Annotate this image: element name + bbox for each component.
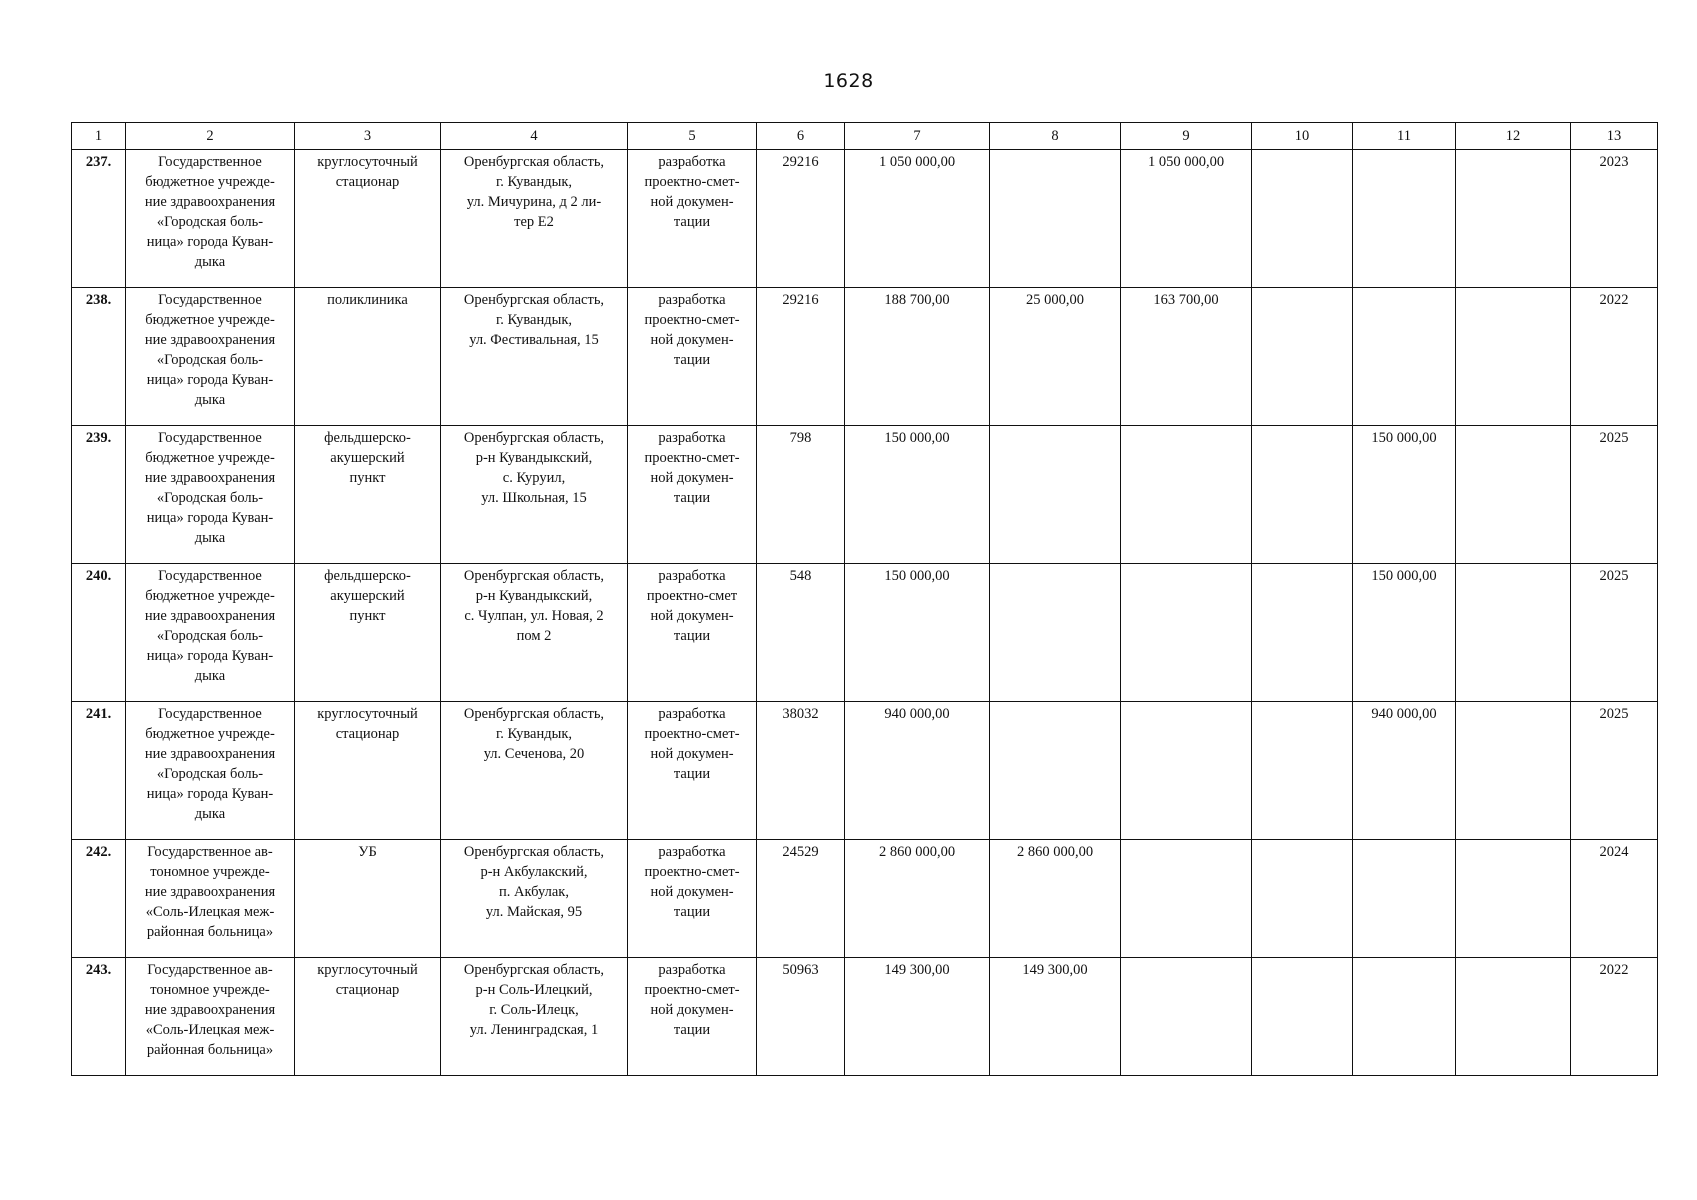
amount-2024-cell xyxy=(1252,564,1353,702)
amount-2023-cell xyxy=(1121,702,1252,840)
work-type-cell-line: проектно-смет- xyxy=(644,982,740,998)
column-header: 6 xyxy=(757,123,845,150)
institution-cell-line: Государственное xyxy=(158,430,262,446)
page-number: 1628 xyxy=(823,70,874,92)
facility-type-cell-line: пункт xyxy=(349,470,386,486)
work-type-cell-line: проектно-смет- xyxy=(644,726,740,742)
amount-2024-cell xyxy=(1252,840,1353,958)
address-cell-line: г. Кувандык, xyxy=(495,174,573,190)
address-cell-line: ул. Мичурина, д 2 ли- xyxy=(466,194,602,210)
work-type-cell-line: разработка xyxy=(658,568,726,584)
address-cell-line: Оренбургская область, xyxy=(463,844,605,860)
table-row xyxy=(72,150,1658,288)
amount-col12-cell xyxy=(1456,564,1571,702)
area-cell: 798 xyxy=(757,426,845,564)
area-cell: 548 xyxy=(757,564,845,702)
amount-col12-cell xyxy=(1456,702,1571,840)
facility-type-cell xyxy=(295,150,441,288)
address-cell-line: Оренбургская область, xyxy=(463,154,605,170)
address-cell-line: г. Кувандык, xyxy=(495,312,573,328)
address-cell-line: Оренбургская область, xyxy=(463,292,605,308)
column-header: 4 xyxy=(441,123,628,150)
area-cell: 29216 xyxy=(757,288,845,426)
amount-2025-cell xyxy=(1353,958,1456,1076)
total-amount-cell: 149 300,00 xyxy=(845,958,990,1076)
year-cell: 2025 xyxy=(1571,702,1658,840)
amount-2025-cell: 940 000,00 xyxy=(1353,702,1456,840)
facility-type-cell-line: пункт xyxy=(349,608,386,624)
institution-cell-line: Государственное xyxy=(158,568,262,584)
address-cell-line: Оренбургская область, xyxy=(463,962,605,978)
work-type-cell xyxy=(628,840,757,958)
total-amount-cell: 1 050 000,00 xyxy=(845,150,990,288)
address-cell xyxy=(441,426,628,564)
institution-cell-line: Государственное ав- xyxy=(147,962,273,978)
year-cell: 2024 xyxy=(1571,840,1658,958)
facility-type-cell-line: круглосуточный xyxy=(317,154,418,170)
institution-cell-line: дыка xyxy=(194,668,226,684)
institution-cell-line: ница» города Куван- xyxy=(146,648,274,664)
institution-cell-line: ние здравоохранения xyxy=(144,332,276,348)
total-amount-cell: 150 000,00 xyxy=(845,426,990,564)
work-type-cell-line: ной докумен- xyxy=(650,332,734,348)
register-table xyxy=(71,122,1658,1076)
amount-col12-cell xyxy=(1456,840,1571,958)
institution-cell-line: ние здравоохранения xyxy=(144,608,276,624)
institution-cell xyxy=(126,702,295,840)
institution-cell-line: ние здравоохранения xyxy=(144,1002,276,1018)
work-type-cell-line: проектно-смет xyxy=(646,588,738,604)
institution-cell-line: Государственное xyxy=(158,292,262,308)
institution-cell-line: ние здравоохранения xyxy=(144,746,276,762)
facility-type-cell xyxy=(295,288,441,426)
amount-2023-cell xyxy=(1121,840,1252,958)
amount-2022-cell xyxy=(990,150,1121,288)
institution-cell-line: тономное учрежде- xyxy=(150,982,270,998)
address-cell xyxy=(441,840,628,958)
address-cell xyxy=(441,564,628,702)
column-header: 13 xyxy=(1571,123,1658,150)
facility-type-cell-line: поликлиника xyxy=(327,292,408,308)
institution-cell-line: районная больница» xyxy=(146,1042,274,1058)
institution-cell-line: районная больница» xyxy=(146,924,274,940)
institution-cell-line: бюджетное учрежде- xyxy=(145,726,275,742)
table-row xyxy=(72,958,1658,1076)
total-amount-cell: 940 000,00 xyxy=(845,702,990,840)
work-type-cell xyxy=(628,702,757,840)
work-type-cell xyxy=(628,958,757,1076)
work-type-cell-line: разработка xyxy=(658,962,726,978)
amount-2022-cell xyxy=(990,702,1121,840)
facility-type-cell xyxy=(295,426,441,564)
year-cell: 2022 xyxy=(1571,958,1658,1076)
institution-cell-line: бюджетное учрежде- xyxy=(145,450,275,466)
work-type-cell-line: разработка xyxy=(658,430,726,446)
institution-cell-line: дыка xyxy=(194,806,226,822)
address-cell-line: Оренбургская область, xyxy=(463,568,605,584)
institution-cell-line: ница» города Куван- xyxy=(146,234,274,250)
address-cell xyxy=(441,150,628,288)
facility-type-cell-line: фельдшерско- xyxy=(324,568,411,584)
work-type-cell-line: разработка xyxy=(658,292,726,308)
total-amount-cell: 150 000,00 xyxy=(845,564,990,702)
address-cell-line: тер Е2 xyxy=(514,214,554,230)
work-type-cell-line: разработка xyxy=(658,154,726,170)
institution-cell-line: бюджетное учрежде- xyxy=(145,174,275,190)
institution-cell xyxy=(126,426,295,564)
institution-cell-line: «Соль-Илецкая меж- xyxy=(145,1022,275,1038)
institution-cell-line: Государственное xyxy=(158,154,262,170)
work-type-cell-line: проектно-смет- xyxy=(644,864,740,880)
institution-cell-line: бюджетное учрежде- xyxy=(145,312,275,328)
column-header: 3 xyxy=(295,123,441,150)
amount-2023-cell: 1 050 000,00 xyxy=(1121,150,1252,288)
row-number-cell: 239. xyxy=(72,426,126,564)
year-cell: 2025 xyxy=(1571,564,1658,702)
work-type-cell xyxy=(628,426,757,564)
address-cell-line: п. Акбулак, xyxy=(499,884,569,900)
address-cell-line: р-н Акбулакский, xyxy=(480,864,588,880)
work-type-cell-line: тации xyxy=(673,766,711,782)
row-number-cell: 240. xyxy=(72,564,126,702)
row-number-cell: 241. xyxy=(72,702,126,840)
institution-cell-line: «Городская боль- xyxy=(156,352,264,368)
year-cell: 2023 xyxy=(1571,150,1658,288)
work-type-cell-line: ной докумен- xyxy=(650,746,734,762)
address-cell xyxy=(441,958,628,1076)
amount-2025-cell xyxy=(1353,150,1456,288)
row-number-cell: 237. xyxy=(72,150,126,288)
address-cell xyxy=(441,288,628,426)
amount-col12-cell xyxy=(1456,150,1571,288)
facility-type-cell-line: стационар xyxy=(335,982,400,998)
address-cell-line: р-н Соль-Илецкий, xyxy=(475,982,593,998)
work-type-cell-line: тации xyxy=(673,214,711,230)
facility-type-cell-line: стационар xyxy=(335,174,400,190)
institution-cell-line: «Городская боль- xyxy=(156,766,264,782)
institution-cell-line: Государственное ав- xyxy=(147,844,273,860)
amount-2025-cell xyxy=(1353,840,1456,958)
work-type-cell-line: разработка xyxy=(658,706,726,722)
area-cell: 29216 xyxy=(757,150,845,288)
amount-2024-cell xyxy=(1252,958,1353,1076)
header-row xyxy=(72,123,1658,150)
address-cell-line: ул. Фестивальная, 15 xyxy=(469,332,599,348)
institution-cell-line: «Городская боль- xyxy=(156,628,264,644)
work-type-cell xyxy=(628,150,757,288)
year-cell: 2022 xyxy=(1571,288,1658,426)
area-cell: 38032 xyxy=(757,702,845,840)
row-number-cell: 243. xyxy=(72,958,126,1076)
institution-cell xyxy=(126,564,295,702)
work-type-cell-line: ной докумен- xyxy=(650,608,734,624)
institution-cell-line: дыка xyxy=(194,254,226,270)
table-row xyxy=(72,426,1658,564)
amount-2022-cell: 25 000,00 xyxy=(990,288,1121,426)
address-cell-line: пом 2 xyxy=(516,628,552,644)
institution-cell-line: «Городская боль- xyxy=(156,490,264,506)
address-cell-line: с. Куруил, xyxy=(502,470,566,486)
amount-2022-cell xyxy=(990,564,1121,702)
column-header: 2 xyxy=(126,123,295,150)
row-number-cell: 238. xyxy=(72,288,126,426)
facility-type-cell-line: круглосуточный xyxy=(317,962,418,978)
address-cell-line: ул. Школьная, 15 xyxy=(481,490,587,506)
work-type-cell-line: проектно-смет- xyxy=(644,312,740,328)
institution-cell-line: ние здравоохранения xyxy=(144,470,276,486)
table-body xyxy=(72,150,1658,1076)
institution-cell xyxy=(126,150,295,288)
address-cell-line: ул. Ленинградская, 1 xyxy=(469,1022,599,1038)
institution-cell-line: ница» города Куван- xyxy=(146,786,274,802)
address-cell-line: р-н Кувандыкский, xyxy=(475,588,593,604)
address-cell xyxy=(441,702,628,840)
address-cell-line: Оренбургская область, xyxy=(463,430,605,446)
address-cell-line: г. Кувандык, xyxy=(495,726,573,742)
work-type-cell-line: ной докумен- xyxy=(650,470,734,486)
address-cell-line: с. Чулпан, ул. Новая, 2 xyxy=(464,608,604,624)
work-type-cell-line: тации xyxy=(673,628,711,644)
institution-cell-line: Государственное xyxy=(158,706,262,722)
work-type-cell-line: тации xyxy=(673,490,711,506)
work-type-cell-line: тации xyxy=(673,352,711,368)
year-cell: 2025 xyxy=(1571,426,1658,564)
total-amount-cell: 188 700,00 xyxy=(845,288,990,426)
institution-cell-line: ница» города Куван- xyxy=(146,372,274,388)
work-type-cell xyxy=(628,564,757,702)
amount-2022-cell: 2 860 000,00 xyxy=(990,840,1121,958)
amount-2022-cell: 149 300,00 xyxy=(990,958,1121,1076)
address-cell-line: ул. Майская, 95 xyxy=(485,904,583,920)
facility-type-cell-line: круглосуточный xyxy=(317,706,418,722)
work-type-cell-line: тации xyxy=(673,1022,711,1038)
institution-cell-line: «Соль-Илецкая меж- xyxy=(145,904,275,920)
facility-type-cell xyxy=(295,958,441,1076)
address-cell-line: Оренбургская область, xyxy=(463,706,605,722)
amount-2024-cell xyxy=(1252,702,1353,840)
column-header: 5 xyxy=(628,123,757,150)
work-type-cell-line: проектно-смет- xyxy=(644,174,740,190)
total-amount-cell: 2 860 000,00 xyxy=(845,840,990,958)
table-row xyxy=(72,702,1658,840)
facility-type-cell xyxy=(295,564,441,702)
column-header: 11 xyxy=(1353,123,1456,150)
column-header: 9 xyxy=(1121,123,1252,150)
row-number-cell: 242. xyxy=(72,840,126,958)
institution-cell xyxy=(126,958,295,1076)
facility-type-cell-line: акушерский xyxy=(330,588,405,604)
work-type-cell-line: тации xyxy=(673,904,711,920)
address-cell-line: р-н Кувандыкский, xyxy=(475,450,593,466)
table-row xyxy=(72,564,1658,702)
table-header xyxy=(72,123,1658,150)
address-cell-line: г. Соль-Илецк, xyxy=(489,1002,579,1018)
amount-2024-cell xyxy=(1252,288,1353,426)
institution-cell-line: ница» города Куван- xyxy=(146,510,274,526)
amount-col12-cell xyxy=(1456,288,1571,426)
amount-2025-cell: 150 000,00 xyxy=(1353,564,1456,702)
facility-type-cell-line: фельдшерско- xyxy=(324,430,411,446)
area-cell: 24529 xyxy=(757,840,845,958)
institution-cell-line: «Городская боль- xyxy=(156,214,264,230)
institution-cell-line: ние здравоохранения xyxy=(144,884,276,900)
column-header: 12 xyxy=(1456,123,1571,150)
work-type-cell xyxy=(628,288,757,426)
amount-2024-cell xyxy=(1252,150,1353,288)
institution-cell-line: дыка xyxy=(194,530,226,546)
amount-col12-cell xyxy=(1456,958,1571,1076)
area-cell: 50963 xyxy=(757,958,845,1076)
institution-cell-line: дыка xyxy=(194,392,226,408)
amount-2022-cell xyxy=(990,426,1121,564)
table-row xyxy=(72,288,1658,426)
facility-type-cell-line: стационар xyxy=(335,726,400,742)
amount-2024-cell xyxy=(1252,426,1353,564)
amount-2023-cell xyxy=(1121,564,1252,702)
column-header: 10 xyxy=(1252,123,1353,150)
amount-2023-cell: 163 700,00 xyxy=(1121,288,1252,426)
facility-type-cell-line: УБ xyxy=(358,844,377,860)
facility-type-cell xyxy=(295,702,441,840)
amount-2023-cell xyxy=(1121,426,1252,564)
column-header: 7 xyxy=(845,123,990,150)
amount-2023-cell xyxy=(1121,958,1252,1076)
amount-2025-cell xyxy=(1353,288,1456,426)
institution-cell-line: ние здравоохранения xyxy=(144,194,276,210)
institution-cell xyxy=(126,288,295,426)
work-type-cell-line: проектно-смет- xyxy=(644,450,740,466)
work-type-cell-line: ной докумен- xyxy=(650,194,734,210)
column-header: 8 xyxy=(990,123,1121,150)
facility-type-cell xyxy=(295,840,441,958)
work-type-cell-line: ной докумен- xyxy=(650,1002,734,1018)
institution-cell-line: тономное учрежде- xyxy=(150,864,270,880)
column-header: 1 xyxy=(72,123,126,150)
work-type-cell-line: разработка xyxy=(658,844,726,860)
table-row xyxy=(72,840,1658,958)
address-cell-line: ул. Сеченова, 20 xyxy=(483,746,585,762)
amount-col12-cell xyxy=(1456,426,1571,564)
facility-type-cell-line: акушерский xyxy=(330,450,405,466)
amount-2025-cell: 150 000,00 xyxy=(1353,426,1456,564)
institution-cell-line: бюджетное учрежде- xyxy=(145,588,275,604)
work-type-cell-line: ной докумен- xyxy=(650,884,734,900)
institution-cell xyxy=(126,840,295,958)
